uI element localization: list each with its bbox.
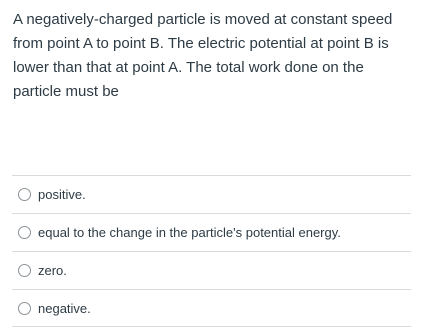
answer-option-equal-to-change[interactable] — [12, 213, 411, 251]
radio-button[interactable] — [18, 226, 31, 239]
answer-label[interactable]: positive. — [38, 187, 86, 202]
radio-button[interactable] — [18, 188, 31, 201]
answer-label[interactable]: equal to the change in the particle's potential energy. — [38, 225, 341, 240]
radio-button[interactable] — [18, 302, 31, 315]
answer-label[interactable]: zero. — [38, 263, 67, 278]
radio-button[interactable] — [18, 264, 31, 277]
answer-option-zero[interactable] — [12, 251, 411, 289]
answer-option-negative[interactable] — [12, 289, 411, 327]
answer-label[interactable]: negative. — [38, 300, 91, 316]
answer-list — [12, 175, 411, 327]
answer-option-positive[interactable] — [12, 175, 411, 213]
question-text: A negatively-charged particle is moved at constant speed from point A to point B. The electric potential at point B is lower than that at point A. The total work done on the particle must be — [13, 11, 393, 100]
